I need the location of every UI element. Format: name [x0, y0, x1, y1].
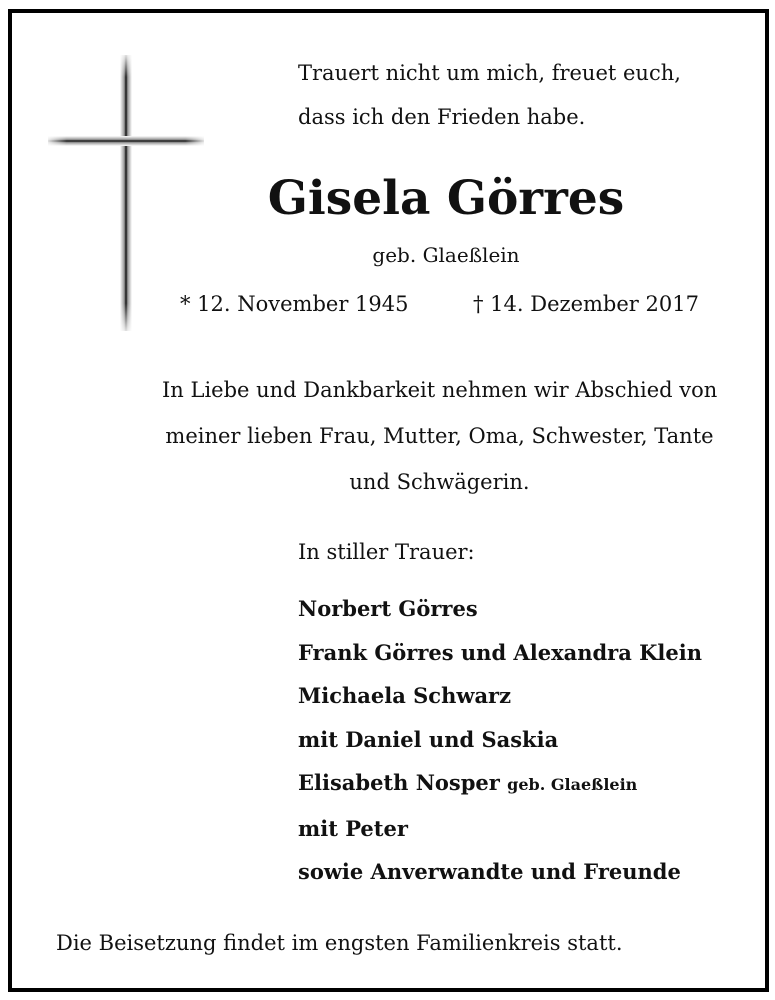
motto	[298, 51, 681, 139]
mourner-name: mit Peter	[298, 815, 408, 841]
tribute-line: meiner lieben Frau, Mutter, Oma, Schwester, Tante	[165, 424, 714, 448]
death-date: † 14. Dezember 2017	[473, 292, 699, 316]
mourner-name: Frank Görres und Alexandra Klein	[298, 639, 702, 665]
mourner-name: mit Daniel und Saskia	[298, 726, 559, 752]
motto-line: dass ich den Frieden habe.	[298, 105, 586, 129]
mourner-name: sowie Anverwandte und Freunde	[298, 859, 681, 884]
mourning-label: In stiller Trauer:	[298, 540, 475, 564]
deceased-name: Gisela Görres	[267, 171, 625, 226]
mourner-maiden-note: geb. Glaeßlein	[507, 775, 638, 794]
birth-date: * 12. November 1945	[180, 292, 409, 316]
mourner-name: Norbert Görres	[298, 596, 478, 621]
maiden-name: geb. Glaeßlein	[372, 243, 520, 267]
mourners-list	[298, 587, 702, 894]
tribute-line: und Schwägerin.	[349, 470, 530, 494]
motto-line: Trauert nicht um mich, freuet euch,	[298, 61, 681, 85]
tribute-line: In Liebe und Dankbarkeit nehmen wir Abschied von	[162, 378, 718, 402]
mourner-name: Michaela Schwarz	[298, 683, 512, 708]
mourner-name: Elisabeth Nosper	[298, 770, 500, 795]
mourner-row	[298, 761, 702, 807]
tribute-text	[162, 367, 717, 505]
obituary-frame	[8, 9, 769, 992]
burial-notice: Die Beisetzung findet im engsten Familienkreis statt.	[56, 931, 623, 955]
